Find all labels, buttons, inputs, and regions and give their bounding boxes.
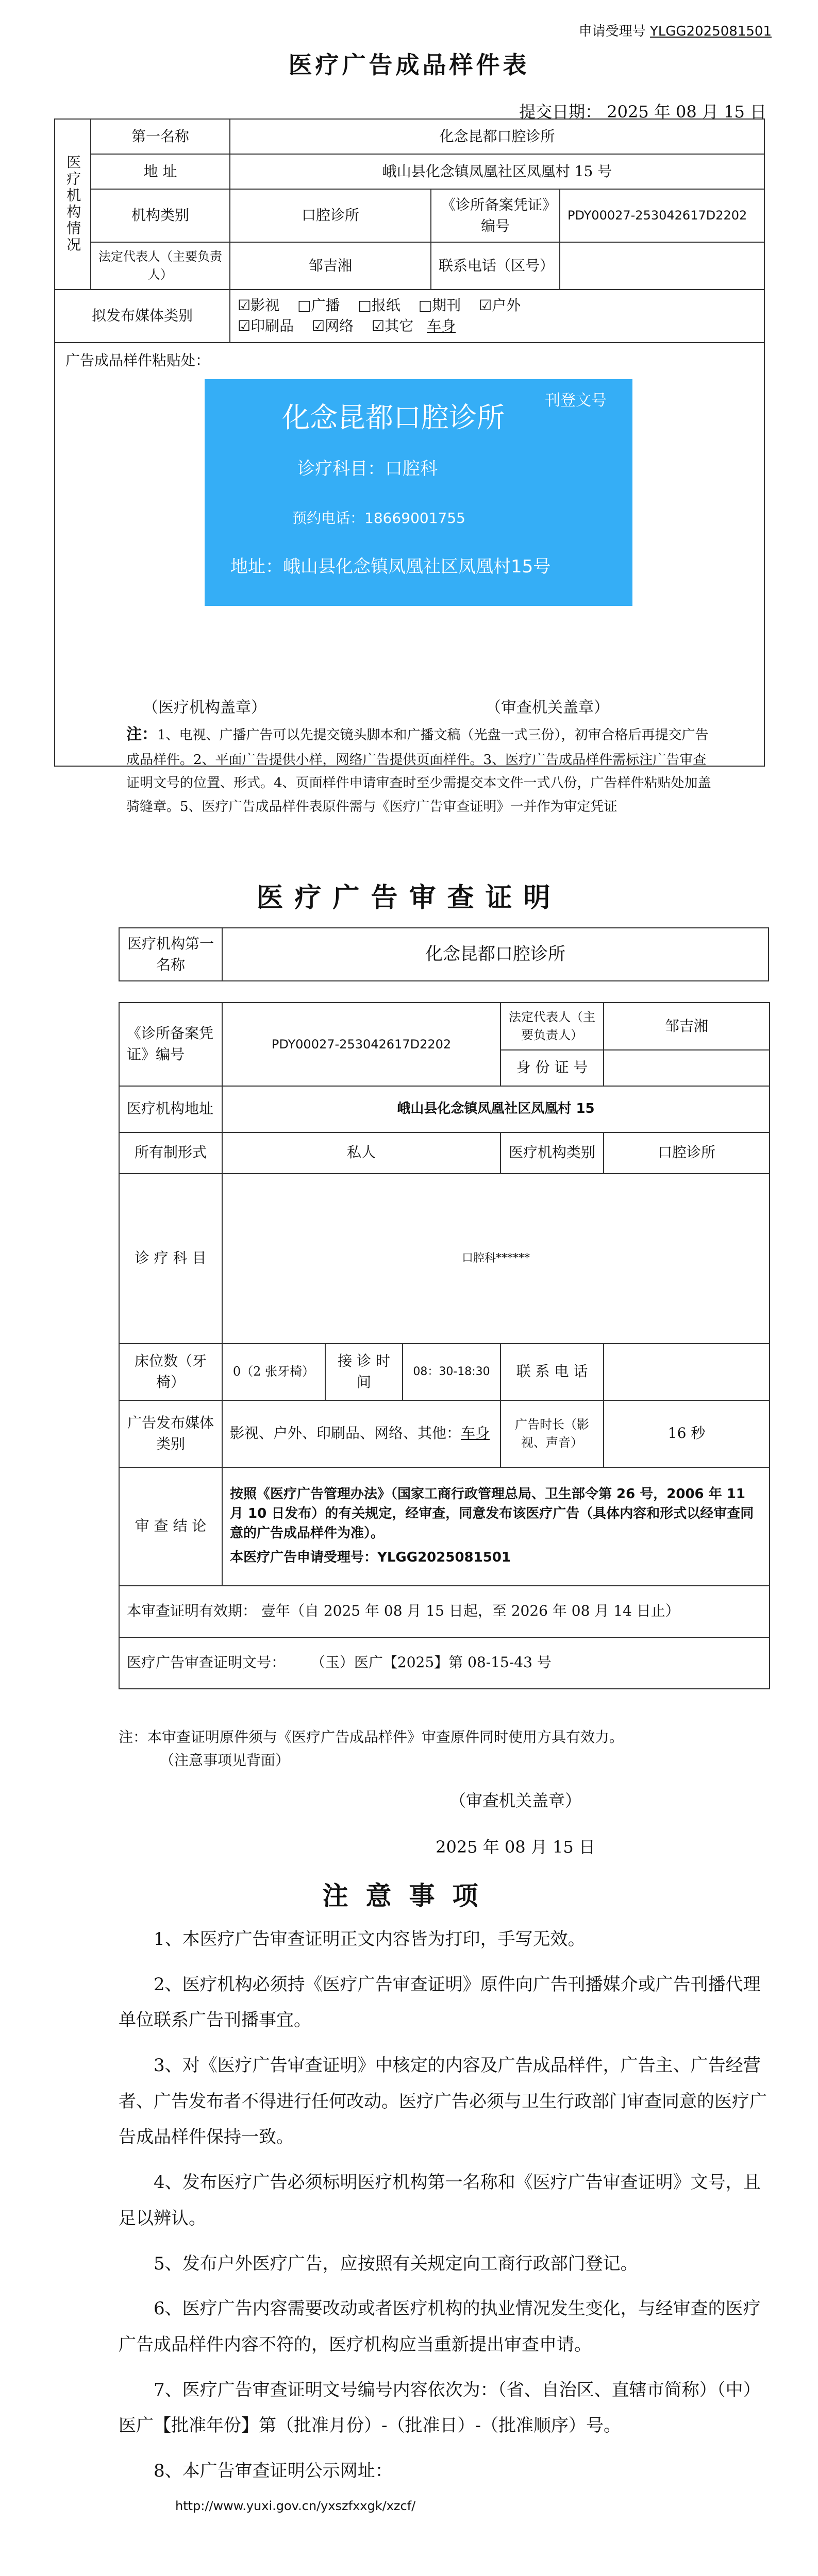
ad-phone: 预约电话：18669001755: [292, 509, 465, 527]
authority-stamp-label: （审查机关盖章）: [486, 699, 609, 717]
cert-address-value: 峨山县化念镇凤凰社区凤凰村 15: [222, 1086, 770, 1132]
cert-note-line2: （注意事项见背面）: [160, 1751, 290, 1769]
ad-sample-image: [205, 379, 632, 606]
application-ref: [579, 21, 772, 40]
license-label: 《诊所备案凭证》编号: [431, 189, 560, 242]
paste-area-cell: [55, 343, 764, 766]
media-checkboxes: [230, 290, 764, 343]
category-label: 机构类别: [91, 189, 230, 242]
notice-item-4: 4、发布医疗广告必须标明医疗机构第一名称和《医疗广告审查证明》文号，且足以辨认。: [119, 2172, 761, 2229]
ad-subject: 诊疗科目：口腔科: [297, 458, 438, 479]
notice-item-2: 2、医疗机构必须持《医疗广告审查证明》原件向广告刊播媒介或广告刊播代理单位联系广告刊播事宜。: [119, 1974, 761, 2031]
cert-conclusion-text: 按照《医疗广告管理办法》（国家工商行政管理总局、卫生部令第 26 号，2006 年 11 月 10 日发布）的有关规定，经审查，同意发布该医疗广告（具体内容和形式以经审查同意的广告成品样件为准）。: [230, 1486, 754, 1541]
cert-conclusion-label: 审 查 结 论: [119, 1467, 222, 1586]
notice-item-3: 3、对《医疗广告审查证明》中核定的内容及广告成品样件，广告主、广告经营者、广告发布者不得进行任何改动。医疗广告必须与卫生行政部门审查同意的医疗广告成品样件保持一致。: [119, 2055, 767, 2148]
cert-org-name-label: 医疗机构第一名称: [119, 928, 222, 981]
cert-media-other: 车身: [461, 1425, 490, 1442]
cert-app-no-line: [230, 1548, 762, 1568]
notice-item-7: 7、医疗广告审查证明文号编号内容依次为：（省、自治区、直辖市简称）（中）医广【批准年份】第（批准月份）-（批准日）-（批准顺序）号。: [119, 2379, 761, 2436]
submit-date: 提交日期： 2025 年 08 月 15 日: [519, 102, 766, 122]
cert-legal-rep-label: 法定代表人（主要负责人）: [500, 1003, 604, 1050]
sample-form-table: [54, 118, 765, 767]
sample-note-label: 注：: [126, 725, 157, 743]
sample-form: [54, 118, 764, 767]
phone-label: 联系电话（区号）: [431, 242, 560, 290]
cert-date: 2025 年 08 月 15 日: [436, 1837, 595, 1857]
org-stamp-label: （医疗机构盖章）: [143, 699, 266, 717]
cert-hours-label: 接 诊 时间: [325, 1344, 403, 1400]
cert-legal-rep-value: 邹吉湘: [604, 1003, 770, 1050]
notice-title: 注意事项: [322, 1880, 496, 1911]
notice-title-block: [31, 1875, 787, 1912]
cert-category-value: 口腔诊所: [604, 1132, 770, 1174]
ref-label: 申请受理号: [578, 24, 646, 39]
cert-conclusion-cell: [222, 1467, 770, 1586]
sample-note: [126, 721, 712, 819]
notice-item-8: 8、本广告审查证明公示网址：: [154, 2460, 393, 2481]
cert-license-value: PDY00027-253042617D2202: [222, 1003, 500, 1086]
cert-subjects-label: 诊 疗 科 目: [119, 1174, 222, 1344]
cert-note: [119, 1726, 769, 1772]
cert-license-label: 《诊所备案凭证》编号: [119, 1003, 222, 1086]
certificate: [119, 927, 769, 1689]
cert-validity-label: 本审查证明有效期：: [127, 1602, 257, 1620]
cert-duration-value: 16 秒: [604, 1400, 770, 1467]
media-option-print[interactable]: ☑印刷品: [238, 317, 294, 335]
media-option-radio[interactable]: □广播: [297, 296, 340, 314]
category-value: 口腔诊所: [230, 189, 431, 242]
notice-list: [119, 1922, 769, 2513]
cert-ownership-value: 私人: [222, 1132, 500, 1174]
media-option-network[interactable]: ☑网络: [312, 317, 354, 335]
notice-item-5: 5、发布户外医疗广告，应按照有关规定向工商行政部门登记。: [154, 2253, 638, 2274]
cert-contact-value: [604, 1344, 770, 1400]
cert-no-value: （玉）医广【2025】第 08-15-43 号: [310, 1654, 552, 1671]
cert-validity-value: 壹年（自 2025 年 08 月 15 日起，至 2026 年 08 月 14 日止）: [261, 1602, 680, 1620]
sample-form-title: 医疗广告成品样件表: [288, 51, 530, 79]
certificate-table-top: [119, 927, 769, 981]
paste-area: [55, 343, 764, 766]
notice-item-1: 1、本医疗广告审查证明正文内容皆为打印，手写无效。: [154, 1929, 586, 1950]
cert-duration-label: 广告时长（影视、声音）: [500, 1400, 604, 1467]
cert-validity-cell: [119, 1586, 770, 1637]
cert-beds-label: 床位数（牙椅）: [119, 1344, 222, 1400]
cert-hours-value: 08：30-18:30: [403, 1344, 500, 1400]
ad-clinic-name: 化念昆都口腔诊所: [282, 401, 505, 434]
cert-no-label: 医疗广告审查证明文号：: [127, 1654, 286, 1671]
cert-media-value: [222, 1400, 500, 1467]
cert-contact-label: 联 系 电 话: [500, 1344, 604, 1400]
org-info-vertical-label: 医疗机构情况: [55, 119, 91, 290]
media-other-value: 车身: [427, 317, 456, 335]
media-option-film[interactable]: ☑影视: [238, 296, 280, 314]
media-option-periodical[interactable]: □期刊: [418, 296, 461, 314]
phone-value: [560, 242, 764, 290]
address-label: 地 址: [91, 154, 230, 189]
cert-note-line1: 注：本审查证明原件须与《医疗广告成品样件》审查原件同时使用方具有效力。: [119, 1728, 624, 1745]
sample-note-text: 1、电视、广播广告可以先提交镜头脚本和广播文稿（光盘一式三份），初审合格后再提交广告成品样件。2、平面广告提供小样，网络广告提供页面样件。3、医疗广告成品样件需标注广告审查证明文号的位置、形式。4、页面样件申请审查时至少需提交本文件一式八份，广告样件粘贴处加盖骑缝章。5、医疗广告成品样件表原件需与《医疗广告审查证明》一并作为审定凭证: [126, 727, 711, 815]
cert-org-name-value: 化念昆都口腔诊所: [222, 928, 769, 981]
ref-number: YLGG2025081501: [649, 24, 772, 39]
cert-ownership-label: 所有制形式: [119, 1132, 222, 1174]
cert-beds-value: 0（2 张牙椅）: [222, 1344, 325, 1400]
media-option-other[interactable]: ☑其它: [372, 317, 414, 335]
ad-publish-tag: 刊登文号: [545, 391, 607, 410]
notice-item-6: 6、医疗广告内容需要改动或者医疗机构的执业情况发生变化，与经审查的医疗广告成品样件内容不符的，医疗机构应当重新提出审查申请。: [119, 2298, 761, 2355]
address-value: 峨山县化念镇凤凰社区凤凰村 15 号: [230, 154, 764, 189]
certificate-title-block: [31, 876, 787, 914]
cert-address-label: 医疗机构地址: [119, 1086, 222, 1132]
license-value: PDY00027-253042617D2202: [560, 189, 764, 242]
cert-category-label: 医疗机构类别: [500, 1132, 604, 1174]
media-option-newspaper[interactable]: □报纸: [358, 296, 400, 314]
certificate-table: [119, 1002, 770, 1689]
cert-media-label: 广告发布媒体类别: [119, 1400, 222, 1467]
legal-rep-value: 邹吉湘: [230, 242, 431, 290]
paste-label: 广告成品样件粘贴处：: [65, 351, 210, 369]
cert-media-prefix: 影视、户外、印刷品、网络、其他：: [230, 1425, 461, 1442]
first-name-value: 化念昆都口腔诊所: [230, 119, 764, 154]
cert-app-no-value: YLGG2025081501: [377, 1550, 511, 1566]
certificate-title: 医疗广告审查证明: [256, 882, 562, 913]
ad-address: 地址：峨山县化念镇凤凰社区凤凰村15号: [230, 556, 551, 577]
cert-subjects-value: 口腔科******: [222, 1174, 770, 1344]
sample-form-title-block: [31, 46, 787, 123]
media-option-outdoor[interactable]: ☑户外: [479, 296, 521, 314]
notice-url-link[interactable]: http://www.yuxi.gov.cn/yxszfxxgk/xzcf/: [175, 2498, 416, 2513]
legal-rep-label: 法定代表人（主要负责人）: [91, 242, 230, 290]
media-label: 拟发布媒体类别: [55, 290, 230, 343]
cert-app-no-label: 本医疗广告申请受理号：: [230, 1550, 378, 1566]
cert-id-label: 身 份 证 号: [500, 1050, 604, 1086]
cert-id-value: [604, 1050, 770, 1086]
first-name-label: 第一名称: [91, 119, 230, 154]
cert-no-cell: [119, 1637, 770, 1689]
cert-stamp: （审查机关盖章）: [449, 1791, 581, 1810]
